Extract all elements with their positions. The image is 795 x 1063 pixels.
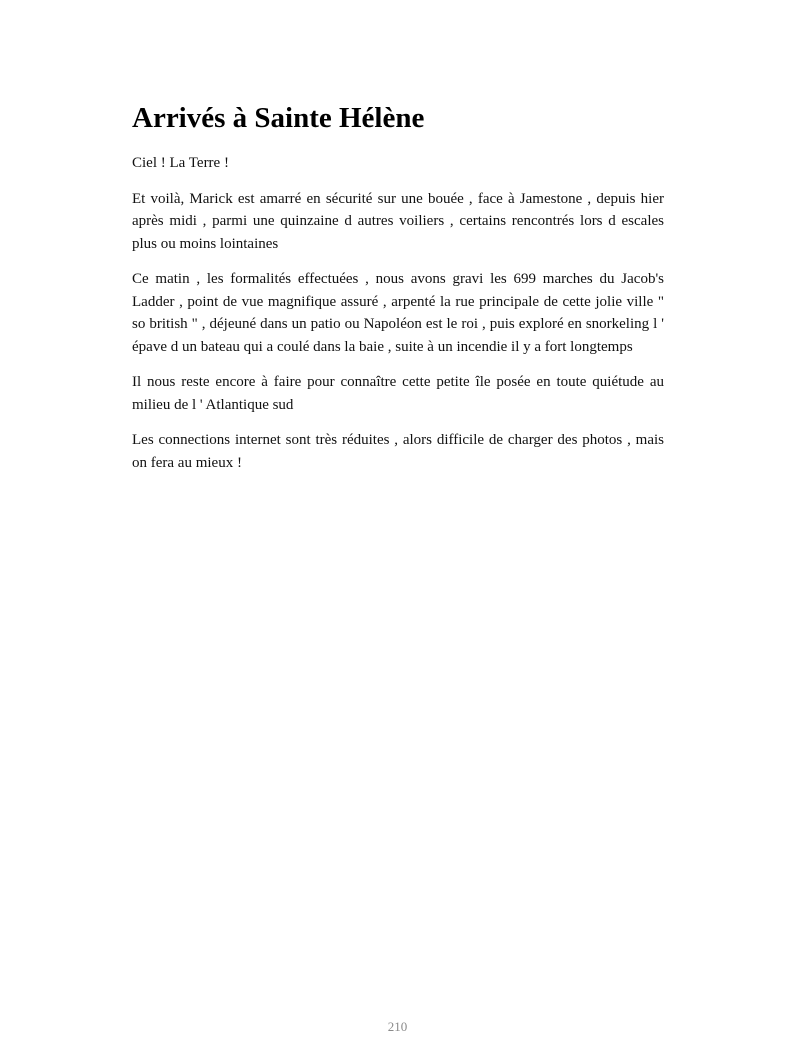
paragraph-4: Il nous reste encore à faire pour connaître cette petite île posée en toute quiétude au milieu de l ' Atlantique sud — [132, 374, 664, 413]
page-number: 210 — [387, 1019, 408, 1034]
page-content — [132, 98, 664, 487]
paragraph-3: Ce matin , les formalités effectuées , nous avons gravi les 699 marches du Jacob's Ladder , point de vue magnifique assuré , arpenté la rue principale de cette jolie ville " so british " , déjeuné dans un patio ou Napoléon est le roi , puis exploré en snorkeling l ' épave d un bateau qui a coulé dans la baie , suite à un incendie il y a fort longtemps — [132, 271, 664, 355]
page-title: Arrivés à Sainte Hélène — [132, 102, 425, 134]
paragraph-2: Et voilà, Marick est amarré en sécurité sur une bouée , face à Jamestone , depuis hier après midi , parmi une quinzaine d autres voiliers , certains rencontrés lors d escales plus ou moins lointaines — [132, 190, 664, 252]
paragraph-1: Ciel ! La Terre ! — [132, 155, 229, 171]
paragraph-5: Les connections internet sont très réduites , alors difficile de charger des photos , mais on fera au mieux ! — [132, 432, 664, 471]
